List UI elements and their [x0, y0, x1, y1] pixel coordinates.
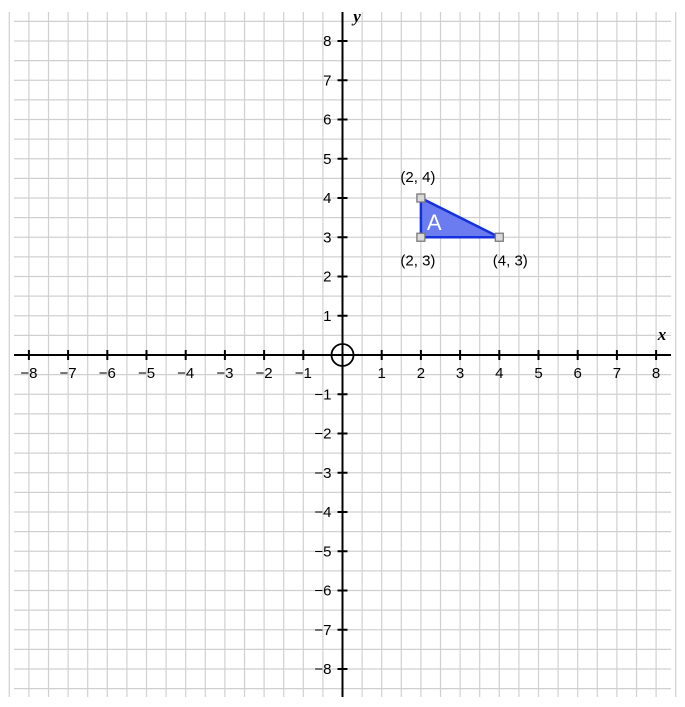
y-axis-label: y	[353, 7, 361, 26]
x-tick-label: 4	[495, 365, 504, 382]
y-tick-label: 8	[323, 33, 332, 50]
x-tick-label: 6	[573, 365, 582, 382]
x-tick-label: 8	[651, 365, 661, 382]
x-tick-label: −3	[216, 365, 234, 382]
x-tick-label: −8	[20, 365, 38, 382]
x-tick-label: 1	[377, 365, 386, 382]
y-tick-label: −7	[314, 621, 332, 639]
shapes	[400, 169, 527, 269]
axes	[14, 7, 671, 697]
x-tick-label: 7	[612, 365, 622, 382]
x-tick-label: 3	[455, 365, 465, 382]
y-tick-label: 4	[323, 190, 332, 207]
y-tick-label: −5	[314, 543, 332, 561]
vertex-marker	[495, 233, 503, 241]
y-tick-label: −4	[314, 504, 332, 521]
vertex-marker	[417, 194, 425, 202]
y-tick-label: −1	[314, 386, 332, 404]
y-tick-label: 6	[323, 111, 332, 129]
y-tick-label: 1	[323, 307, 332, 325]
y-tick-label: −6	[314, 582, 332, 600]
x-tick-label: 2	[416, 365, 426, 382]
y-tick-label: −8	[314, 661, 332, 678]
vertex-label: (2, 4)	[400, 169, 436, 186]
y-tick-label: −3	[314, 464, 332, 482]
x-axis-label: x	[657, 325, 667, 344]
vertex-label: (2, 3)	[400, 252, 436, 270]
vertex-marker	[417, 233, 425, 241]
triangle-name-label: A	[426, 210, 442, 235]
x-tick-label: −2	[255, 365, 273, 382]
x-tick-label: −7	[59, 365, 77, 382]
x-tick-label: 5	[534, 365, 543, 382]
vertex-label: (4, 3)	[492, 252, 528, 270]
y-tick-label: 7	[323, 72, 332, 90]
x-tick-label: −4	[177, 365, 195, 382]
y-tick-label: 2	[323, 268, 332, 286]
y-tick-label: −2	[314, 425, 332, 443]
y-tick-label: 5	[323, 150, 332, 168]
x-tick-label: −5	[137, 365, 156, 382]
y-tick-label: 3	[323, 229, 332, 247]
x-tick-label: −1	[294, 365, 312, 382]
x-tick-label: −6	[98, 365, 116, 382]
